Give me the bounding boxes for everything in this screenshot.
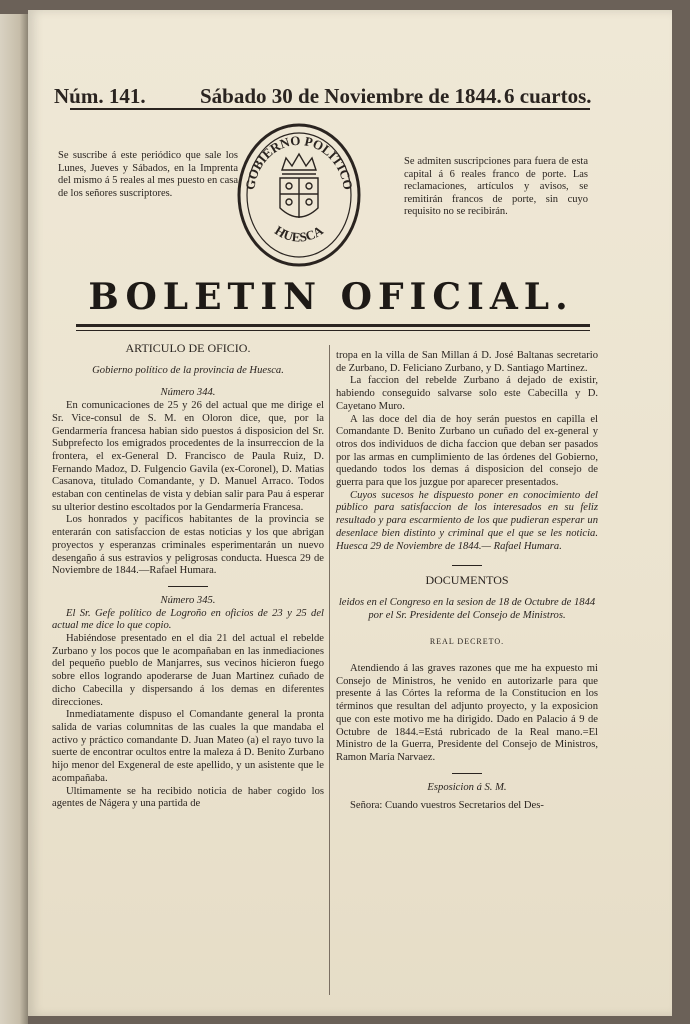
separator: [452, 773, 482, 774]
paragraph: La faccion del rebelde Zurbano á dejado de existir, habiendo conseguido salvarse solo este Cabecilla y D. Cayetano Muro.: [336, 375, 598, 412]
issue-number: Núm. 141.: [54, 84, 146, 108]
issue-date: Sábado 30 de Noviembre de 1844.: [200, 84, 502, 108]
section-subtitle-gobierno: Gobierno político de la provincia de Huesca.: [92, 364, 284, 376]
number-345: Número 345.: [160, 594, 216, 606]
right-column: [336, 350, 598, 813]
column-divider: [329, 345, 330, 995]
separator: [168, 586, 208, 587]
seal-top-text: GOBIERNO POLITICO: [242, 132, 356, 191]
exposicion-heading: Esposicion á S. M.: [427, 781, 507, 793]
subscription-right: Se admiten suscripciones para fuera de esta capital á 6 reales franco de porte. Las reclamaciones, artículos y avisos, se remitirán francos de porte, sin cuyo requisito no se recibirán.: [404, 156, 588, 217]
masthead: [54, 84, 592, 108]
paragraph: El Sr. Gefe político de Logroño en oficios de 23 y 25 del actual me dice lo que copio.: [52, 607, 324, 632]
paragraph: Los honrados y pacíficos habitantes de la provincia se enterarán con satisfaccion de estas noticias y los que abrigan proyectos y esperanzas criminales esperimentarán un nuevo desengaño á sus estravios y peligrosas conducta. Huesca 29 de Noviembre de 1844.—Rafael Humara.: [52, 514, 324, 577]
section-heading-oficio: ARTICULO DE OFICIO.: [125, 341, 251, 355]
issue-price: 6 cuartos.: [504, 84, 592, 108]
separator: [452, 565, 482, 566]
subscription-left: Se suscribe á este periódico que sale los Lunes, Jueves y Sábados, en la Imprenta del mismo á 5 reales al mes puesto en casa de los señores suscriptores.: [58, 150, 238, 199]
paragraph: En comunicaciones de 25 y 26 del actual que me dirige el Sr. Vice-consul de S. M. en Oloron dice, que, por la Gendarmería francesa habian sido puestos á disposicion del Sr. Subprefecto los emigrados procedentes de la insurreccion de la frontera, el ex-General D. Francisco de Paula Ruiz, D. Fernando Madoz, D. Fulgencio Gavila (ex-Coronel), D. Matias Casanova, titulado Comandante, y D. Manuel Arraco. Todos estaban con centinelas de vista y debian salir para Pau á esperar su ulterior destino escoltados por la Gendarmería Francesa.: [52, 400, 324, 513]
seal-bottom-text: HUESCA: [272, 222, 326, 245]
masthead-rule: [70, 108, 590, 110]
section-subtitle-congreso: leidos en el Congreso en la sesion de 18 de Octubre de 1844 por el Sr. Presidente del Consejo de Ministros.: [338, 596, 596, 621]
coat-of-arms-icon: [280, 178, 318, 218]
crown-icon: [282, 154, 316, 174]
paragraph: Ultimamente se ha recibido noticia de haber cogido los agentes de Nágera y una partida de: [52, 785, 324, 810]
adjacent-page-edge: [0, 14, 28, 1024]
paragraph: A las doce del dia de hoy serán puestos en capilla el Comandante D. Benito Zurbano un cuñado del ex-general y otros dos individuos de dicha faccion que deban ser pasados por las armas en cumplimiento de las órdenes del Gobierno, quedando todos los demas á disposicion del consejo de guerra para que los juzgue por aparecer presentados.: [336, 413, 598, 489]
paragraph: Atendiendo á las graves razones que me ha expuesto mi Consejo de Ministros, he venido en autorizarle para que presente á las Córtes la reforma de la Constitucion en los términos que resultan del adjunto proyecto, y la exposicion que con este motivo me ha dirigido. Dado en Palacio á 9 de Octubre de 1844.=Está rubricado de la Real mano.=El Ministro de la Guerra, Presidente del Consejo de Ministros, Ramon María Narvaez.: [336, 663, 598, 763]
paragraph: Señora: Cuando vuestros Secretarios del Des-: [350, 800, 544, 812]
decree-heading: REAL DECRETO.: [429, 637, 505, 647]
title-rule-thick: [76, 324, 590, 327]
paragraph: Inmediatamente dispuso el Comandante general la pronta salida de varias columnitas de las cuales la que mandaba el activo y práctico comandante D. Juan Mateo (a) el rayo tuvo la suerte de encontrar ocultos entre la maleza á D. Benito Zurbano hijo menor del Exgeneral de este apellido, y un asistente que le acompañaba.: [52, 709, 324, 784]
government-seal: [236, 122, 362, 268]
newspaper-title: BOLETIN OFICIAL.: [88, 276, 574, 318]
paragraph: Habiéndose presentado en el dia 21 del actual el rebelde Zurbano y los pocos que le acompañaban en las inmediaciones del pequeño pueblo de Manjarres, sus vecinos hicieron fuego sobre ellos logrando apoderarse de Juan Martinez cuñado de dicho Cabecilla y dispersando á los demas en diferentes direcciones.: [52, 633, 324, 708]
section-heading-documentos: DOCUMENTOS: [425, 573, 509, 588]
paragraph: tropa en la villa de San Millan á D. José Baltanas secretario de Zurbano, D. Feliciano Zurbano, y D. Santiago Martinez.: [336, 350, 598, 374]
left-column: [52, 342, 324, 811]
title-rule-thin: [76, 330, 590, 331]
paragraph: Cuyos sucesos he dispuesto poner en conocimiento del público para satisfaccion de los interesados en su feliz resultado y para escarmiento de los que pudieran esperar un desenlace bien distinto y criminal que el que se les noticia. Huesca 29 de Noviembre de 1844.— Rafael Humara.: [336, 489, 598, 552]
number-344: Número 344.: [160, 387, 216, 399]
svg-text:HUESCA: [272, 222, 326, 244]
